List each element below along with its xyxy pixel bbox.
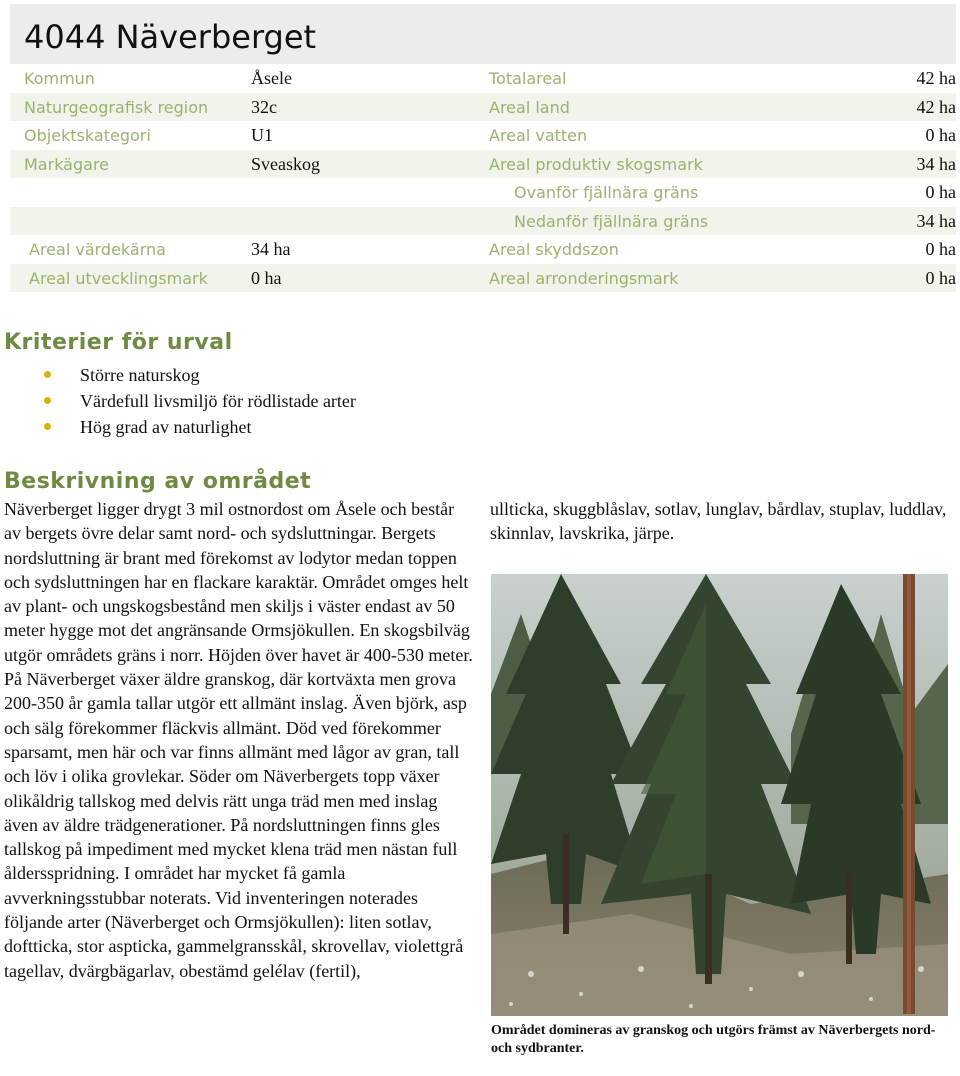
- info-value: Åsele: [251, 68, 292, 88]
- description-heading: Beskrivning av området: [4, 469, 312, 494]
- title-bar: [10, 4, 956, 64]
- info-label: Naturgeografisk region: [24, 97, 209, 117]
- info-label: Areal produktiv skogsmark: [489, 154, 703, 174]
- description-text-right: ullticka, skuggblåslav, sotlav, lunglav, bårdlav, stuplav, luddlav, skinnlav, lavskrika, järpe.: [490, 499, 947, 544]
- criteria-list: [44, 362, 356, 440]
- bullet-icon: [44, 371, 51, 378]
- info-row: [10, 235, 956, 264]
- info-value: 0 ha: [925, 239, 956, 259]
- info-label: Areal värdekärna: [29, 240, 166, 259]
- info-label: Ovanför fjällnära gräns: [514, 183, 699, 202]
- info-label: Totalareal: [489, 69, 567, 88]
- info-value: 32c: [251, 96, 277, 117]
- info-label: Areal land: [489, 97, 570, 117]
- info-value: 42 ha: [916, 68, 956, 88]
- description-text-left: Näverberget ligger drygt 3 mil ostnordost om Åsele och består av bergets övre delar samt nord- och sydsluttningar. Bergets nordsluttning är brant med förekomst av lodytor medan toppen och sydsluttningen har en flackare karaktär. Området omges helt av plant- och ungskogsbestånd men skiljs i väster endast av 50 meter hygge mot det angränsande Ormsjökullen. En skogsbilväg utgör områdets gräns i norr. Höjden över havet är 400-530 meter. På Näverberget växer äldre granskog, där kortväxta men grova 200-350 år gamla tallar utgör ett allmänt inslag. Även björk, asp och sälg förekommer fläckvis allmänt. Död ved förekommer sparsamt, men här och var finns allmänt med lågor av gran, tall och löv i olika grovlekar. Söder om Näverbergets topp växer olikåldrig tallskog med delvis rätt unga träd men med inslag även av äldre trädgenerationer. På nordsluttningen finns gles tallskog på impediment med mycket klena träd men nästan full åldersspridning. I området har mycket få gamla avverkningsstubbar noterats. Vid inventeringen noterades följande arter (Näverberget och Ormsjökullen): liten sotlav, doftticka, stor aspticka, gammelgransskål, skrovellav, violettgrå tagellav, dvärgbägarlav, obestämd gelélav (fertil),: [4, 499, 473, 981]
- info-value: U1: [251, 125, 273, 145]
- info-label: Markägare: [24, 154, 110, 174]
- info-row: [10, 264, 956, 293]
- info-row: [10, 178, 956, 207]
- info-value: 0 ha: [925, 267, 956, 288]
- info-row: [10, 207, 956, 236]
- info-label: Areal skyddszon: [489, 240, 619, 259]
- info-value: 42 ha: [916, 96, 956, 117]
- photo-caption: Området domineras av granskog och utgörs främst av Näverbergets nord- och sydbranter.: [491, 1023, 936, 1056]
- info-label: Kommun: [24, 69, 95, 88]
- page-title: 4044 Näverberget: [24, 18, 317, 56]
- bullet-icon: [44, 397, 51, 404]
- info-table: [10, 64, 956, 292]
- info-value: 0 ha: [251, 267, 282, 288]
- info-value: 34 ha: [251, 239, 291, 259]
- info-label: Objektskategori: [24, 126, 151, 145]
- criteria-item: [44, 414, 356, 440]
- info-row: [10, 150, 956, 179]
- criteria-item-text: Hög grad av naturlighet: [80, 417, 252, 437]
- info-value: 34 ha: [916, 153, 956, 174]
- info-row: [10, 93, 956, 122]
- info-label: Areal arronderingsmark: [489, 268, 679, 288]
- info-value: 0 ha: [925, 182, 956, 202]
- criteria-item: [44, 388, 356, 414]
- criteria-item-text: Värdefull livsmiljö för rödlistade arter: [80, 391, 356, 411]
- info-value: 0 ha: [925, 125, 956, 145]
- info-value: 34 ha: [916, 210, 956, 231]
- forest-photo: [491, 574, 948, 1016]
- info-label: Areal utvecklingsmark: [29, 268, 208, 288]
- info-value: Sveaskog: [251, 153, 320, 174]
- bullet-icon: [44, 423, 51, 430]
- criteria-item-text: Större naturskog: [80, 365, 200, 385]
- info-label: Nedanför fjällnära gräns: [514, 211, 709, 231]
- criteria-heading: Kriterier för urval: [4, 330, 233, 355]
- info-row: [10, 64, 956, 93]
- info-label: Areal vatten: [489, 126, 588, 145]
- criteria-item: [44, 362, 356, 388]
- info-row: [10, 121, 956, 150]
